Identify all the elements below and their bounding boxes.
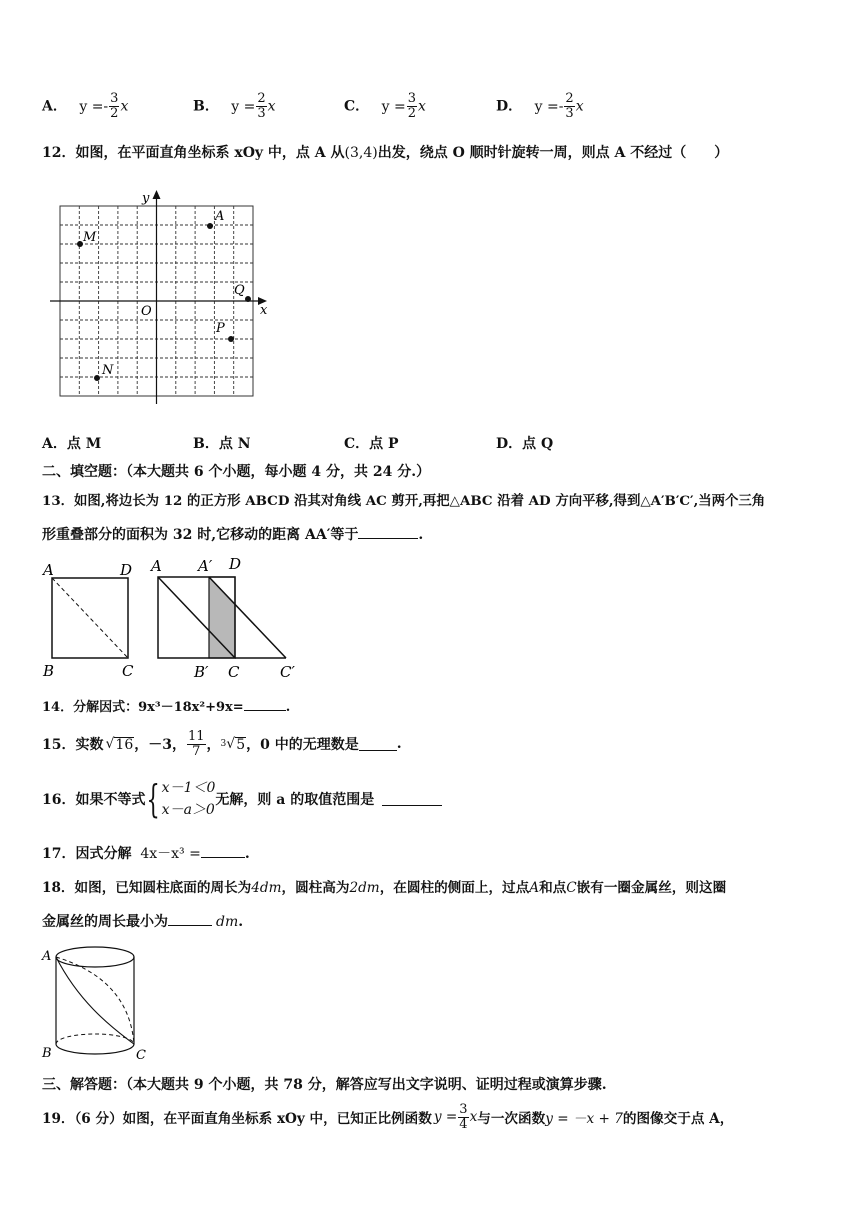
q13-translated-figure (148, 555, 308, 685)
stem-text: ，0 中的无理数是 (246, 737, 359, 753)
point-coord: (3,4) (344, 145, 378, 161)
q18-cylinder-figure (38, 940, 158, 1065)
q11-option-c (344, 92, 426, 121)
stem-text: ，在圆柱的侧面上，过点 (379, 880, 530, 896)
numerator: 3 (110, 91, 119, 106)
stem-text: ， (206, 737, 221, 753)
stem-text: 如图，在平面直角坐标系 xOy 中，点 A 从 (75, 145, 345, 161)
q19 (42, 1100, 733, 1134)
q12-option-d: D．点 Q (496, 436, 554, 452)
q13-line1: 13．如图,将边长为 12 的正方形 ABCD 沿其对角线 AC 剪开,再把△ABC 沿着 AD 方向平移,得到△A′B′C′,当两个三角 (42, 493, 766, 509)
numerator: 3 (459, 1101, 468, 1117)
point-q-label: Q (234, 283, 245, 298)
origin-label: O (141, 304, 152, 319)
label-c: C (136, 1048, 146, 1063)
stem-text: 18．如图，已知圆柱底面的周长为 (42, 880, 252, 896)
q12-coordinate-figure (50, 188, 275, 410)
inequality-system (162, 777, 216, 821)
question-number: 12． (42, 145, 76, 161)
fraction (407, 92, 417, 121)
stem-end: . (238, 914, 244, 930)
function-prefix: y = (433, 1109, 458, 1125)
fraction (256, 92, 266, 121)
stem-text: 和点 (539, 880, 567, 896)
numerator: 3 (407, 91, 416, 106)
denominator: 2 (407, 106, 416, 121)
label-c: C (122, 662, 134, 680)
variable: x (267, 98, 276, 115)
option-prefix: y = (231, 98, 256, 115)
stem-text: 金属丝的周长最小为 (42, 914, 168, 930)
system-brace: { (146, 777, 161, 821)
q13-line2 (42, 524, 423, 544)
stem-end: . (285, 700, 291, 715)
denominator: 7 (192, 743, 201, 759)
fraction (564, 92, 574, 121)
answer-blank (201, 845, 245, 858)
stem-text: 出发，绕点 O 顺时针旋转一周，则点 A 不经过（ ） (377, 145, 729, 161)
stem-text: 19．（6 分）如图，在平面直角坐标系 xOy 中，已知正比例函数 (42, 1111, 432, 1127)
inequality-1: x－1＜0 (161, 780, 216, 796)
q12-option-c: C．点 P (344, 436, 399, 452)
root-index: 3 (220, 739, 227, 749)
stem-text: ，－3， (134, 737, 186, 753)
stem-text: 14．分解因式：9x³－18x²+9x= (42, 700, 244, 715)
option-prefix: y = (534, 98, 559, 115)
option-label: B． (193, 98, 219, 115)
stem-text: 17．因式分解 (42, 846, 132, 862)
option-label: D． (496, 98, 523, 115)
q16 (42, 774, 442, 824)
answer-blank (359, 738, 397, 751)
denominator: 2 (110, 106, 119, 121)
stem-end: . (244, 846, 250, 862)
option-prefix: y = (381, 98, 406, 115)
stem-end: . (418, 527, 424, 543)
denominator: 4 (459, 1116, 468, 1132)
q12-stem (42, 142, 728, 162)
point-name: C (566, 880, 577, 896)
label-a: A (42, 949, 52, 964)
numerator: 2 (565, 91, 574, 106)
q13-square-figure (40, 558, 150, 683)
stem-text: 无解，则 a 的取值范围是 (215, 792, 375, 808)
expression: 4x－x³ = (140, 846, 201, 862)
point-name: A (529, 880, 540, 896)
linear-function: y = －x + 7 (545, 1111, 623, 1127)
stem-text: 形重叠部分的面积为 32 时,它移动的距离 AA′等于 (42, 527, 359, 543)
q11-option-b (193, 92, 276, 121)
point-p (228, 336, 234, 342)
point-p-label: P (216, 321, 225, 336)
q11-option-d (496, 92, 584, 121)
q17 (42, 843, 250, 863)
option-prefix: y = (79, 98, 104, 115)
variable: x (417, 98, 426, 115)
q18-line1 (42, 876, 726, 896)
point-a (207, 223, 213, 229)
stem-text: 与一次函数 (477, 1111, 546, 1127)
label-c-prime: C′ (280, 663, 295, 681)
cbrt-radicand: 5 (236, 736, 246, 753)
variable: x (575, 98, 584, 115)
label-c: C (228, 663, 240, 681)
q18-line2 (42, 911, 243, 931)
stem-text: 16．如果不等式 (42, 792, 146, 808)
point-m-label: M (83, 230, 97, 245)
point-n-label: N (102, 363, 114, 378)
point-a-label: A (215, 209, 225, 224)
y-axis-label: y (142, 191, 150, 206)
option-label: C． (344, 98, 370, 115)
answer-blank (358, 526, 418, 539)
label-d: D (229, 555, 242, 573)
option-sign: - (558, 98, 564, 115)
stem-text: 15．实数 (42, 737, 104, 753)
variable: x (120, 98, 129, 115)
numerator: 11 (187, 728, 205, 744)
fraction (458, 1103, 468, 1132)
unit: dm (216, 914, 239, 930)
option-label: A． (42, 98, 67, 115)
denominator: 3 (257, 106, 266, 121)
q11-option-a (42, 92, 128, 121)
section-2-heading: 二、填空题：（本大题共 6 个小题，每小题 4 分，共 24 分.） (42, 464, 431, 480)
fraction (187, 730, 206, 759)
stem-text: 的图像交于点 A， (622, 1111, 734, 1127)
point-n (94, 375, 100, 381)
inequality-2: x－a＞0 (161, 802, 215, 818)
q12-option-b: B．点 N (193, 436, 251, 452)
answer-blank (382, 793, 442, 806)
label-a: A (151, 557, 162, 575)
value: 4dm (251, 880, 282, 896)
q12-option-a: A．点 M (42, 436, 102, 452)
denominator: 3 (565, 106, 574, 121)
value: 2dm (349, 880, 380, 896)
q14 (42, 696, 290, 715)
sqrt-radicand: 16 (115, 736, 134, 753)
option-sign: - (103, 98, 109, 115)
q15: 15．实数 √ 16 ，－3， $\frac{11}{7}$ ， 3 √ 5 ，0 中的无理数是 . (42, 728, 402, 759)
label-b-prime: B′ (194, 663, 209, 681)
x-axis-label: x (260, 303, 268, 318)
label-b: B (43, 662, 55, 680)
section-3-heading: 三、解答题：（本大题共 9 个小题，共 78 分，解答应写出文字说明、证明过程或演算步骤. (42, 1077, 607, 1093)
label-d: D (120, 561, 133, 579)
point-q (245, 296, 251, 302)
answer-blank (244, 698, 286, 711)
stem-text: 嵌有一圈金属丝，则这圈 (576, 880, 727, 896)
stem-end: . (396, 736, 402, 752)
label-a: A (43, 561, 54, 579)
variable: x (469, 1109, 478, 1125)
label-a-prime: A′ (198, 557, 213, 575)
fraction (109, 92, 119, 121)
numerator: 2 (257, 91, 266, 106)
stem-text: ，圆柱高为 (281, 880, 350, 896)
label-b: B (42, 1046, 52, 1061)
answer-blank (168, 913, 212, 926)
